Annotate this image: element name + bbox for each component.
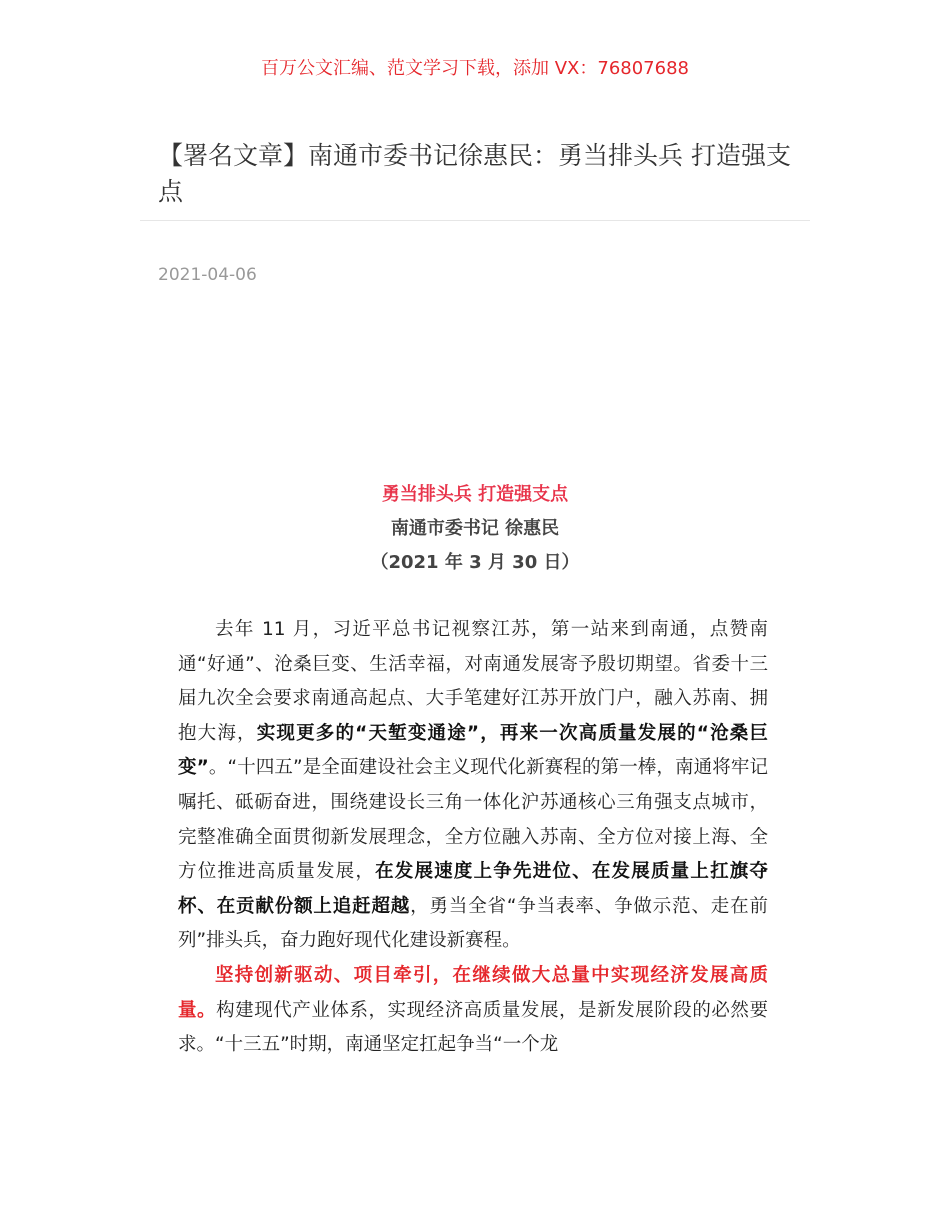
article-title: 【署名文章】南通市委书记徐惠民：勇当排头兵 打造强支点 — [158, 141, 791, 206]
text-segment: 。“十四五”是全面建设社会主义现代化新赛程的第一棒，南通将牢记嘱托、砥砺奋进，围绕建设长三角一体化沪苏通核心三角强支点城市，完整准确全面贯彻新发展理念，全方位融入苏南、全方位对接上海、全方位推进高质量发展， — [178, 757, 768, 883]
text-segment: 去年 11 月，习近平总书记视察江苏，第一站来到南通，点赞南通“好通”、沧桑巨变、生活幸福，对南通发展寄予殷切期望。省委十三届九次全会要求南通高起点、大手笔建好江苏开放门户，融入苏南、拥抱大海， — [178, 619, 768, 744]
article-body — [178, 613, 768, 1063]
bold-text-segment: 实现更多的“天堑变通途”，再来一次高质量发展的“沧桑巨变” — [178, 722, 768, 779]
body-paragraph — [178, 613, 768, 959]
text-segment: 构建现代产业体系，实现经济高质量发展，是新发展阶段的必然要求。“十三五”时期，南通坚定扛起争当“一个龙 — [178, 999, 768, 1056]
body-paragraph — [178, 959, 768, 1063]
article-heading — [0, 478, 950, 580]
publish-date: 2021-04-06 — [158, 265, 257, 285]
article-headline: 勇当排头兵 打造强支点 — [381, 484, 569, 505]
article-date: （2021 年 3 月 30 日） — [370, 552, 580, 573]
section-lead-text: 坚持创新驱动、项目牵引，在继续做大总量中实现经济发展高质量。 — [178, 964, 768, 1021]
title-divider — [140, 220, 810, 221]
text-segment: ，勇当全省“争当表率、争做示范、走在前列”排头兵，奋力跑好现代化建设新赛程。 — [178, 895, 768, 952]
bold-text-segment: 在发展速度上争先进位、在发展质量上扛旗夺杯、在贡献份额上追赶超越 — [178, 861, 768, 917]
article-author: 南通市委书记 徐惠民 — [390, 518, 560, 539]
promo-banner: 百万公文汇编、范文学习下载，添加 VX：76807688 — [261, 58, 689, 79]
